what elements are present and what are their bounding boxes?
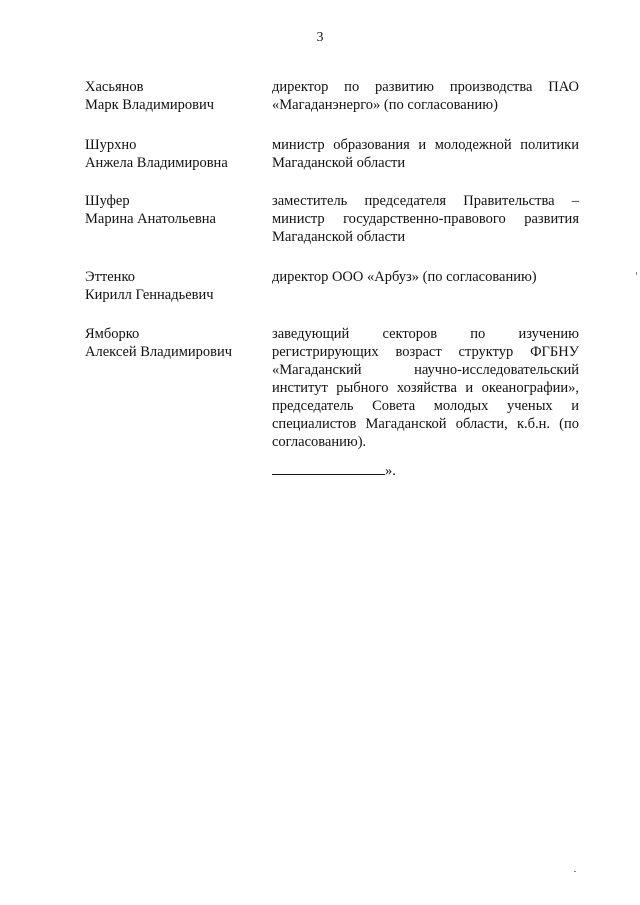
member-role	[272, 325, 579, 451]
role-line: регистрирующих возраст структур ФГБНУ	[272, 344, 579, 360]
member-given-names: Анжела Владимировна	[85, 155, 228, 171]
member-name	[85, 268, 260, 304]
member-given-names: Марк Владимирович	[85, 97, 215, 113]
member-role	[272, 268, 579, 286]
role-line: заместитель председателя Правительства –	[272, 193, 579, 209]
member-surname: Ямборко	[85, 326, 140, 342]
member-surname: Шуфер	[85, 193, 130, 209]
member-name	[85, 325, 260, 361]
signature-underline	[272, 473, 385, 475]
member-given-names: Алексей Владимирович	[85, 344, 233, 360]
role-line: председатель Совета молодых ученых и	[272, 398, 579, 414]
role-line: Магаданской области	[272, 229, 406, 245]
member-given-names: Марина Анатольевна	[85, 211, 216, 227]
scan-speck	[636, 272, 637, 275]
member-name	[85, 136, 260, 172]
member-name	[85, 192, 260, 228]
role-line: директор по развитию производства ПАО	[272, 79, 579, 95]
closing-line	[272, 462, 396, 480]
member-name	[85, 78, 260, 114]
role-line: институт рыбного хозяйства и океанографии»,	[272, 380, 579, 396]
role-line: специалистов Магаданской области, к.б.н. (по	[272, 416, 579, 432]
role-line: согласованию).	[272, 434, 367, 450]
role-line: директор ООО «Арбуз» (по согласованию)	[272, 269, 537, 285]
member-surname: Хасьянов	[85, 79, 144, 95]
closing-quote: ».	[385, 463, 396, 479]
role-line: министр образования и молодежной политики	[272, 137, 579, 153]
role-line: министр государственно-правового развития	[272, 211, 579, 227]
role-line: Магаданской области	[272, 155, 406, 171]
member-role	[272, 78, 579, 114]
role-line: «Магаданский научно-исследовательский	[272, 362, 579, 378]
role-line: «Магаданэнерго» (по согласованию)	[272, 97, 498, 113]
page-number: 3	[316, 30, 324, 45]
member-given-names: Кирилл Геннадьевич	[85, 287, 214, 303]
scan-speck	[574, 871, 576, 872]
member-surname: Эттенко	[85, 269, 135, 285]
role-line: заведующий секторов по изучению	[272, 326, 579, 342]
member-surname: Шурхно	[85, 137, 137, 153]
member-role	[272, 192, 579, 246]
member-role	[272, 136, 579, 172]
